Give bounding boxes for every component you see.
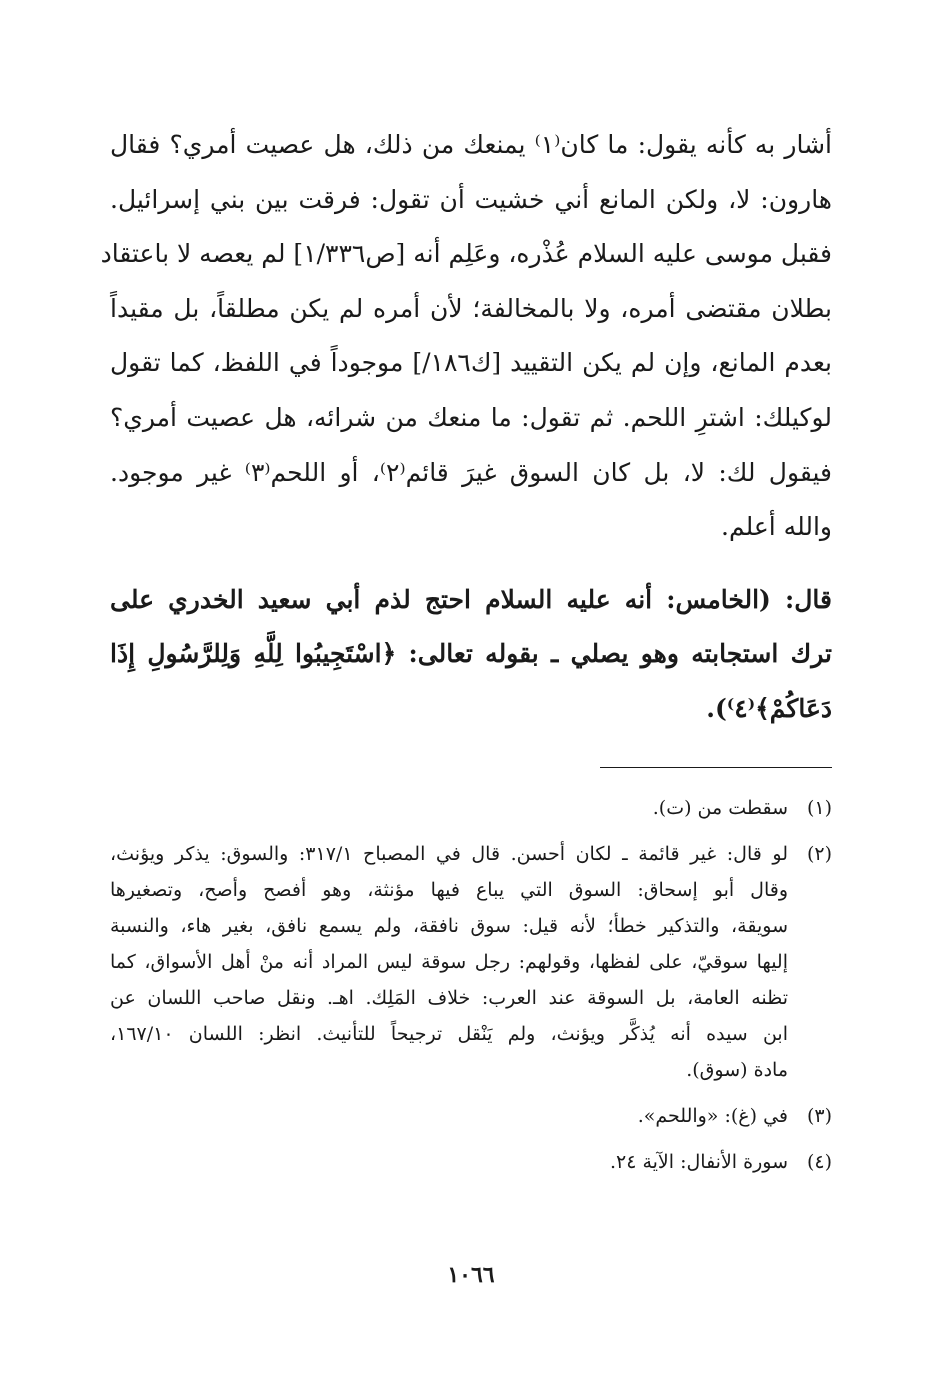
footnote-body bbox=[110, 1098, 788, 1134]
footnote-body bbox=[110, 1144, 788, 1180]
footnote-1 bbox=[110, 790, 832, 826]
footnote-4 bbox=[110, 1144, 832, 1180]
paragraph-fifth-argument bbox=[110, 573, 832, 737]
footnotes bbox=[110, 790, 832, 1190]
footnote-line: سويقة، والتذكير خطأ؛ لأنه قيل: سوق نافقة، ولم يسمع نافق، بغير هاء، والنسبة bbox=[110, 915, 788, 937]
text-line: قال: (الخامس: أنه عليه السلام احتج لذم أبي سعيد الخدري على bbox=[110, 584, 832, 614]
text-line: هارون: لا، ولكن المانع أني خشيت أن تقول: فرقت بين بني إسرائيل. bbox=[110, 184, 832, 214]
footnote-separator bbox=[600, 767, 832, 768]
footnote-number: (١) bbox=[806, 797, 832, 819]
footnote-line: مادة (سوق). bbox=[686, 1059, 788, 1081]
footnote-number: (٢) bbox=[806, 843, 832, 865]
text-line: دَعَاكُمْ﴾⁽٤⁾). bbox=[706, 693, 832, 723]
footnote-number: (٤) bbox=[806, 1151, 832, 1173]
footnote-2 bbox=[110, 836, 832, 1088]
text-line: والله أعلم. bbox=[721, 512, 832, 542]
footnote-line: لو قال: غير قائمة ـ لكان أحسن. قال في المصباح ٣١٧/١: والسوق: يذكر ويؤنث، bbox=[110, 843, 788, 865]
text-line: بعدم المانع، وإن لم يكن التقييد [ك١٨٦/] موجوداً في اللفظ، كما تقول bbox=[110, 348, 832, 378]
footnote-body bbox=[110, 790, 788, 826]
text-line: فيقول لك: لا، بل كان السوق غيرَ قائم⁽٢⁾، أو اللحم⁽٣⁾ غير موجود. bbox=[110, 457, 832, 487]
footnote-line: سقطت من (ت). bbox=[652, 797, 788, 819]
footnote-line: ابن سيده أنه يُذكَّر ويؤنث، ولم يَنْقل ترجيحاً للتأنيث. انظر: اللسان ١٦٧/١٠، bbox=[110, 1023, 788, 1045]
footnote-line: تظنه العامة، بل السوقة عند العرب: خلاف المَلِك. اهـ. ونقل صاحب اللسان عن bbox=[110, 987, 788, 1009]
text-line: لوكيلك: اشترِ اللحم. ثم تقول: ما منعك من شرائه، هل عصيت أمري؟ bbox=[110, 402, 832, 432]
text-line: فقبل موسى عليه السلام عُذْره، وعَلِم أنه [ص١/٣٣٦] لم يعصه لا باعتقاد bbox=[100, 239, 832, 269]
footnote-3 bbox=[110, 1098, 832, 1134]
footnote-line: في (غ): «واللحم». bbox=[637, 1105, 788, 1127]
footnote-line: سورة الأنفال: الآية ٢٤. bbox=[609, 1151, 788, 1173]
paragraph-moses-harun bbox=[100, 118, 832, 555]
footnote-line: إليها سوقيّ، على لفظها، وقولهم: رجل سوقة ليس المراد أنه منْ أهل الأسواق، كما bbox=[110, 951, 788, 973]
main-text bbox=[100, 118, 832, 737]
paragraph-spacer bbox=[110, 555, 832, 573]
footnote-number: (٣) bbox=[806, 1105, 832, 1127]
footnote-line: وقال أبو إسحاق: السوق التي يباع فيها مؤنثة، وهو أفصح وأصح، وتصغيرها bbox=[110, 879, 788, 901]
text-line: ترك استجابته وهو يصلي ـ بقوله تعالى: ﴿اسْتَجِيبُوا لِلَّهِ وَلِلرَّسُولِ إِذَا bbox=[110, 639, 832, 669]
text-line: أشار به كأنه يقول: ما كان⁽١⁾ يمنعك من ذلك، هل عصيت أمري؟ فقال bbox=[110, 130, 832, 159]
page-number: ١٠٦٦ bbox=[447, 1262, 495, 1288]
footnote-body bbox=[110, 836, 788, 1088]
text-line: بطلان مقتضى أمره، ولا بالمخالفة؛ لأن أمره لم يكن مطلقاً، بل مقيداً bbox=[110, 293, 832, 323]
